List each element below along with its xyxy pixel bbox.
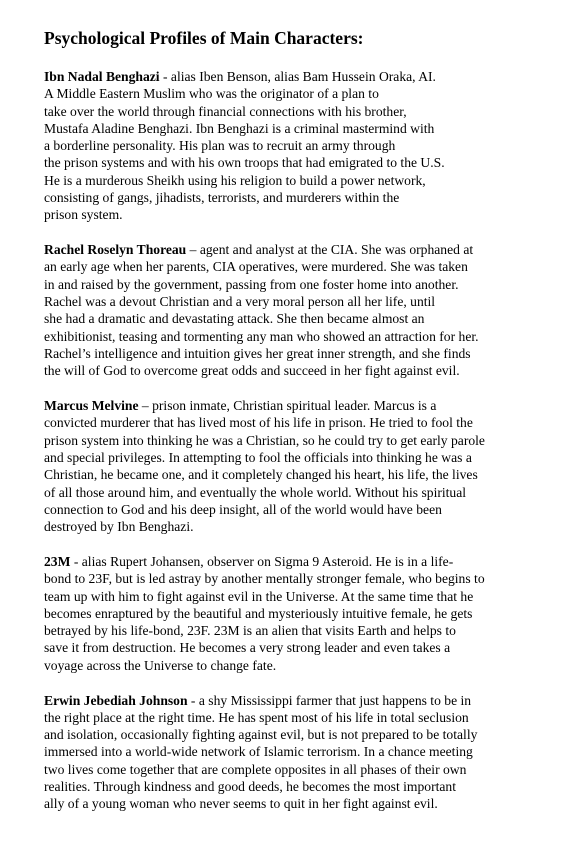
document-page (44, 28, 564, 830)
character-name: 23M (44, 553, 71, 569)
profile-line: prison system. (44, 207, 123, 223)
profile-line: an early age when her parents, CIA operatives, were murdered. She was taken (44, 259, 468, 275)
profile-line: consisting of gangs, jihadists, terrorists, and murderers within the (44, 190, 400, 206)
profile-line: team up with him to fight against evil in the Universe. At the same time that he (44, 588, 474, 604)
profile-line: Rachel was a devout Christian and a very moral person all her life, until (44, 294, 436, 310)
profile-line: save it from destruction. He becomes a very strong leader and even takes a (44, 640, 451, 656)
profile-line: in and raised by the government, passing from one foster home into another. (44, 276, 459, 292)
character-name: Rachel Roselyn Thoreau (44, 242, 187, 258)
profile-line: prison system into thinking he was a Christian, so he could try to get early parole (44, 432, 485, 448)
character-name: Erwin Jebediah Johnson (44, 692, 188, 708)
profile-line: realities. Through kindness and good deeds, he becomes the most important (44, 778, 457, 794)
profile-erwin-jebediah-johnson (44, 692, 564, 813)
document-title: Psychological Profiles of Main Characters: (44, 28, 364, 48)
profile-line: betrayed by his life-bond, 23F. 23M is an alien that visits Earth and helps to (44, 623, 456, 639)
profile-rachel-roselyn-thoreau (44, 241, 564, 379)
profile-line: bond to 23F, but is led astray by another mentally stronger female, who begins to (44, 571, 485, 587)
profile-line: two lives come together that are complete opposites in all phases of their own (44, 761, 467, 777)
profile-line: Mustafa Aladine Benghazi. Ibn Benghazi is a criminal mastermind with (44, 120, 435, 136)
profile-text: – prison inmate, Christian spiritual leader. Marcus is a (138, 398, 437, 414)
profile-line (44, 397, 564, 414)
profile-line: becomes enraptured by the beautiful and mysteriously intuitive female, he gets (44, 605, 473, 621)
profile-line (44, 241, 564, 258)
profile-line: and special privileges. In attempting to fool the officials into thinking he was a (44, 449, 472, 465)
profile-line: and isolation, occasionally fighting against evil, but is not prepared to be totally (44, 727, 478, 743)
profile-line: exhibitionist, teasing and tormenting any man who showed an attraction for her. (44, 328, 479, 344)
profile-line: connection to God and his deep insight, all of the world would have been (44, 501, 442, 517)
profile-line: the will of God to overcome great odds and succeed in her fight against evil. (44, 363, 460, 379)
profile-23m (44, 553, 564, 674)
profile-line (44, 553, 564, 570)
profile-ibn-nadal-benghazi (44, 68, 564, 224)
character-name: Ibn Nadal Benghazi (44, 69, 160, 84)
profile-text: - alias Iben Benson, alias Bam Hussein Oraka, AI. (159, 69, 436, 84)
profile-line (44, 692, 564, 709)
profile-line: immersed into a world-wide network of Islamic terrorism. In a chance meeting (44, 744, 473, 760)
profile-line: the prison systems and with his own troops that had emigrated to the U.S. (44, 155, 445, 171)
profile-line: she had a dramatic and devastating attack. She then became almost an (44, 311, 425, 327)
profile-line: Rachel’s intelligence and intuition gives her great inner strength, and she finds (44, 345, 471, 361)
profile-line: ally of a young woman who never seems to quit in her fight against evil. (44, 796, 438, 812)
profile-line: Christian, he became one, and it completely changed his heart, his life, the lives (44, 467, 478, 483)
profile-text: – agent and analyst at the CIA. She was orphaned at (186, 242, 474, 258)
profile-line: take over the world through financial connections with his brother, (44, 103, 407, 119)
profile-text: - a shy Mississippi farmer that just happens to be in (187, 692, 472, 708)
profile-line: voyage across the Universe to change fate. (44, 657, 277, 673)
profile-line: A Middle Eastern Muslim who was the originator of a plan to (44, 86, 379, 102)
profile-marcus-melvine (44, 397, 564, 535)
profile-line: a borderline personality. His plan was to recruit an army through (44, 138, 396, 154)
character-name: Marcus Melvine (44, 398, 139, 414)
profile-line: He is a murderous Sheikh using his religion to build a power network, (44, 172, 426, 188)
profile-line (44, 68, 564, 85)
profile-line: destroyed by Ibn Benghazi. (44, 519, 194, 535)
profile-line: the right place at the right time. He has spent most of his life in total seclusion (44, 709, 469, 725)
profile-text: - alias Rupert Johansen, observer on Sigma 9 Asteroid. He is in a life- (70, 553, 454, 569)
profile-line: convicted murderer that has lived most of his life in prison. He tried to fool the (44, 415, 473, 431)
profile-line: of all those around him, and eventually the whole world. Without his spiritual (44, 484, 467, 500)
